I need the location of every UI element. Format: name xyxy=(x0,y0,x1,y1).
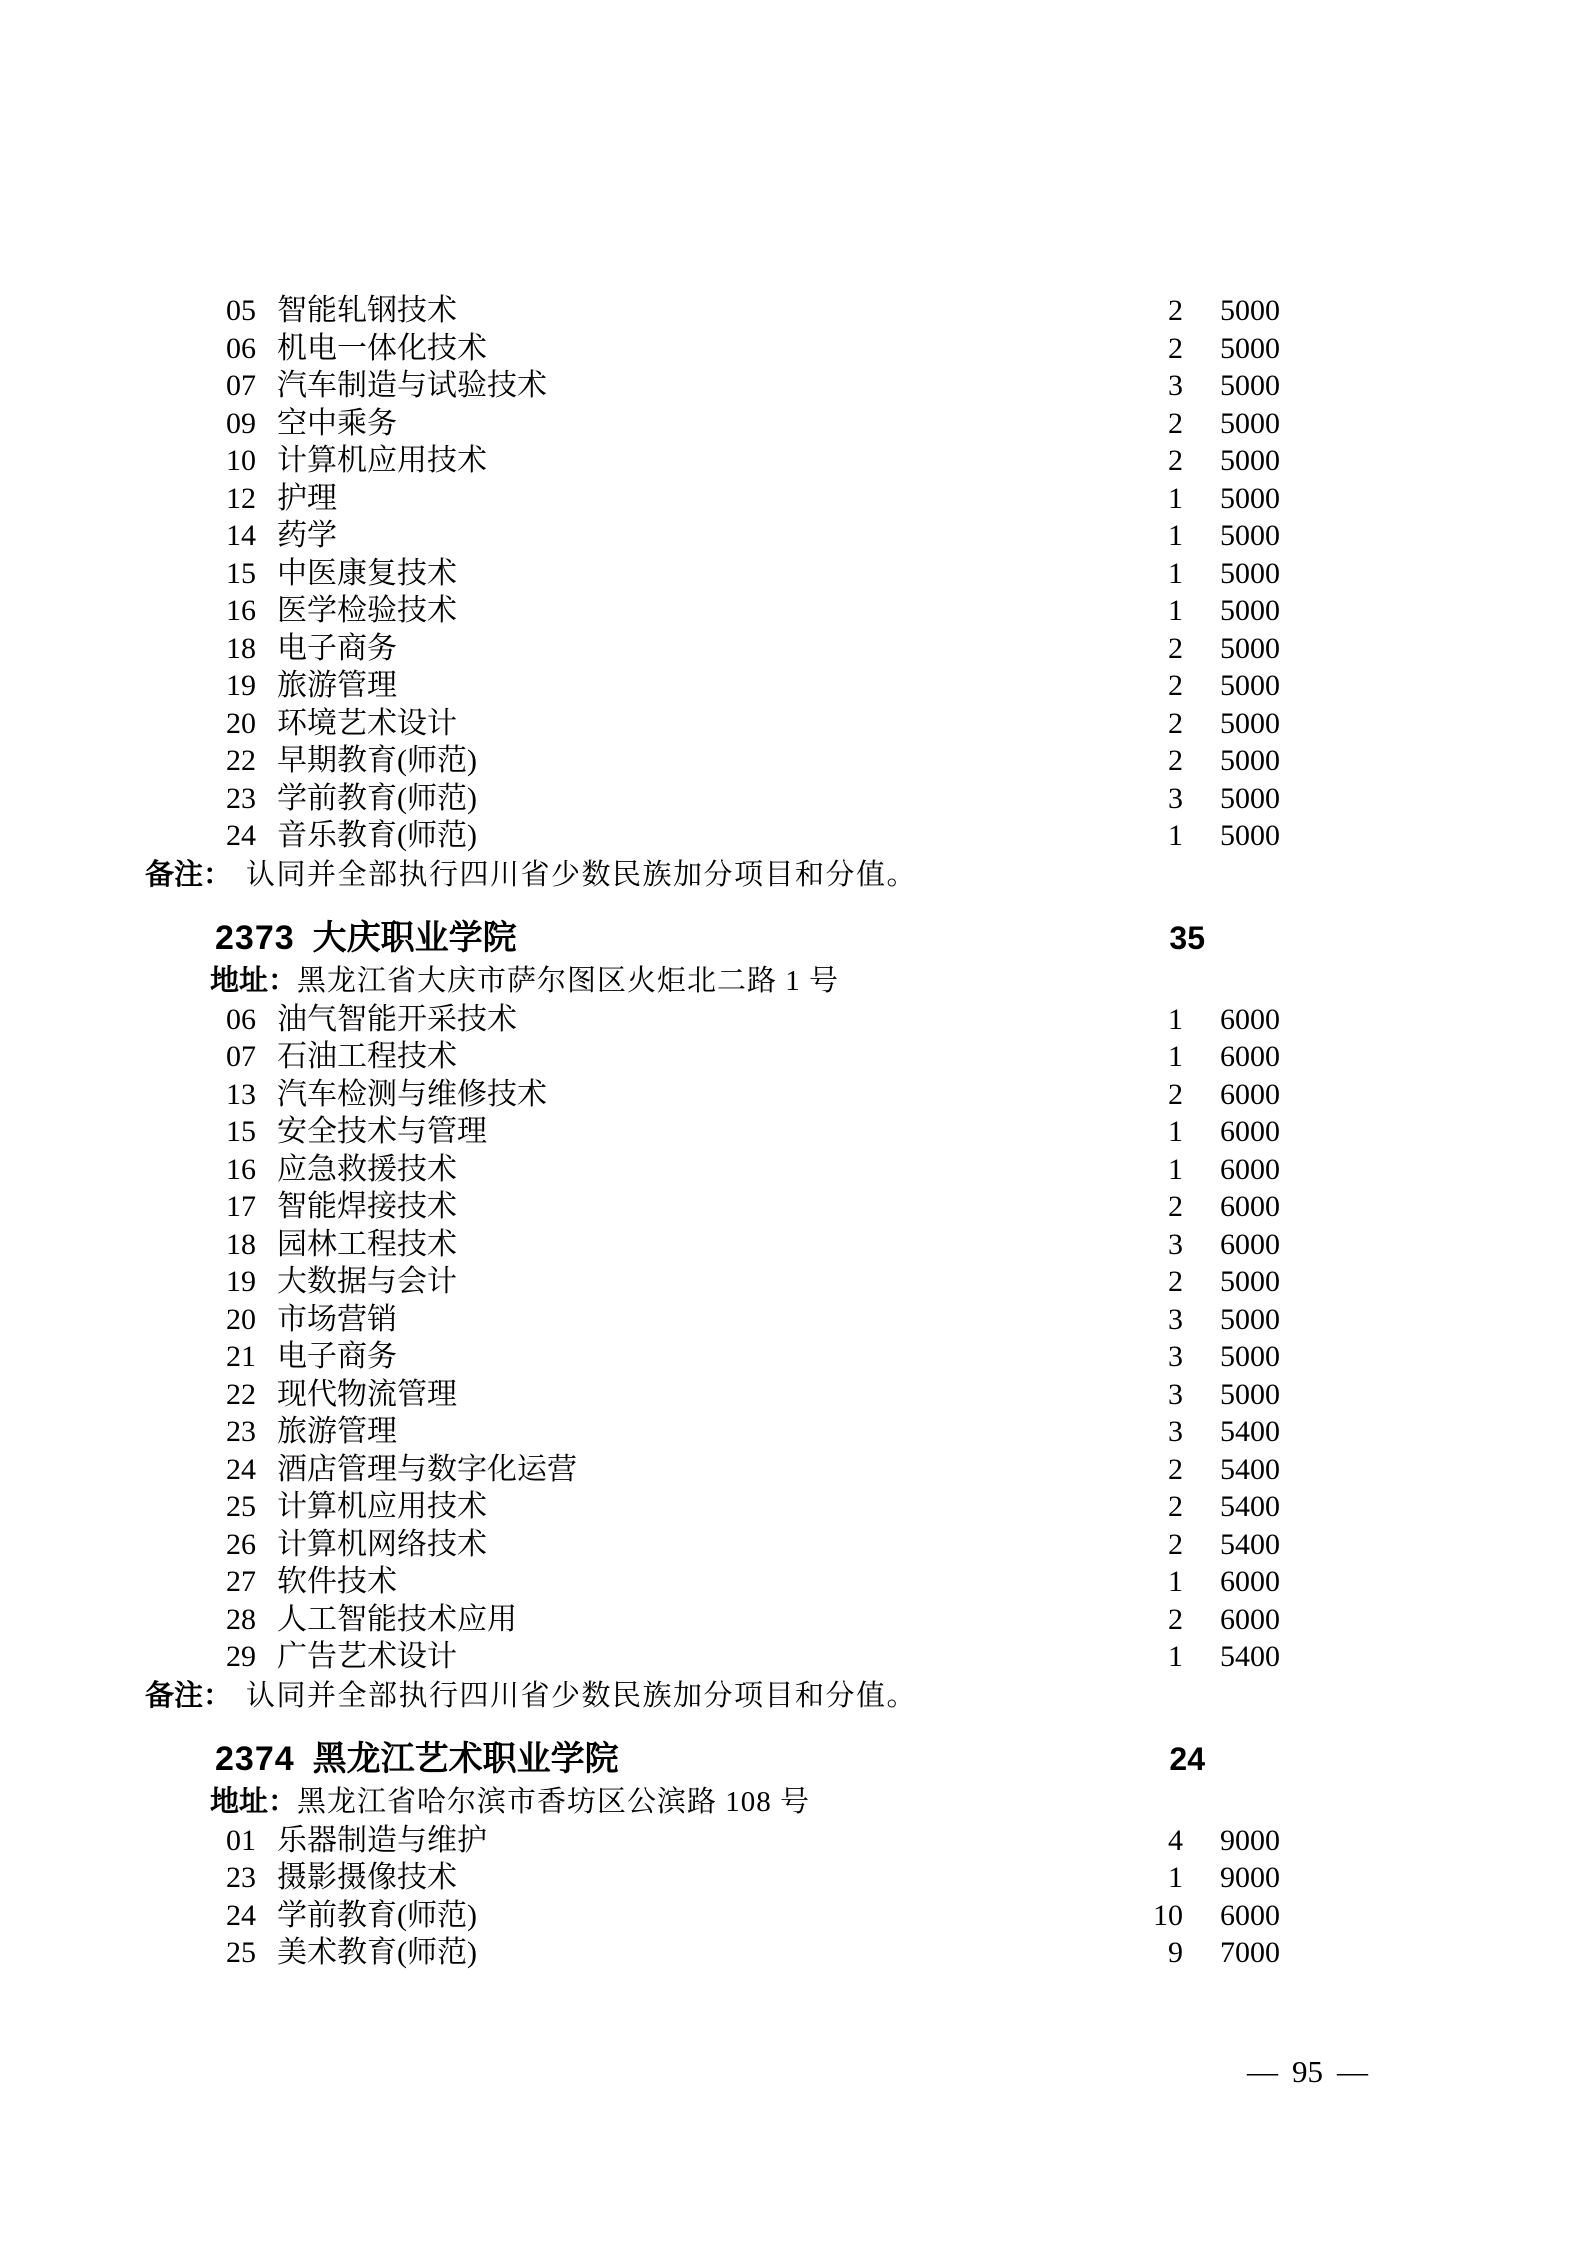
program-code: 15 xyxy=(226,1115,256,1148)
program-tuition-fee: 6000 xyxy=(1220,1077,1280,1111)
program-plan-count: 2 xyxy=(1168,1190,1183,1223)
program-name: 园林工程技术 xyxy=(277,1227,457,1261)
college-total-count: 35 xyxy=(1169,919,1205,956)
program-code: 15 xyxy=(226,556,256,590)
program-name: 计算机应用技术 xyxy=(277,444,487,477)
program-plan-count: 2 xyxy=(1168,1527,1183,1561)
program-plan-count: 4 xyxy=(1168,1823,1183,1857)
program-row xyxy=(226,480,1280,518)
program-tuition-fee: 5400 xyxy=(1220,1640,1280,1673)
address-text: 黑龙江省大庆市萨尔图区火炬北二路 1 号 xyxy=(297,964,840,997)
address-label: 地址： xyxy=(210,1785,298,1818)
program-name: 音乐教育(师范) xyxy=(277,819,477,852)
program-plan-count: 2 xyxy=(1168,1452,1183,1486)
program-row xyxy=(226,1638,1280,1676)
remark-label: 备注： xyxy=(145,1679,233,1712)
program-tuition-fee: 5000 xyxy=(1220,631,1280,665)
program-code: 16 xyxy=(226,594,256,627)
program-name: 空中乘务 xyxy=(277,406,397,440)
program-plan-count: 1 xyxy=(1168,1565,1183,1598)
program-row xyxy=(226,517,1280,555)
program-code: 24 xyxy=(226,819,256,852)
program-plan-count: 1 xyxy=(1168,1002,1183,1036)
program-plan-count: 3 xyxy=(1168,1302,1183,1336)
program-code: 21 xyxy=(226,1340,256,1373)
program-code: 18 xyxy=(226,631,256,665)
program-plan-count: 2 xyxy=(1168,669,1183,702)
program-row xyxy=(226,705,1280,743)
program-tuition-fee: 5000 xyxy=(1220,331,1280,365)
program-plan-count: 2 xyxy=(1168,1077,1183,1111)
program-code: 29 xyxy=(226,1640,256,1673)
program-plan-count: 1 xyxy=(1168,819,1183,852)
program-name: 医学检验技术 xyxy=(277,594,457,627)
program-tuition-fee: 5000 xyxy=(1220,406,1280,440)
program-name: 大数据与会计 xyxy=(277,1265,457,1298)
program-tuition-fee: 5400 xyxy=(1220,1527,1280,1561)
program-tuition-fee: 5000 xyxy=(1220,669,1280,702)
program-name: 学前教育(师范) xyxy=(277,781,477,815)
program-code: 25 xyxy=(226,1936,256,1969)
program-row xyxy=(226,1376,1280,1414)
college-total-count: 24 xyxy=(1169,1740,1205,1777)
program-code: 24 xyxy=(226,1452,256,1486)
program-name: 机电一体化技术 xyxy=(277,331,487,365)
program-tuition-fee: 5400 xyxy=(1220,1490,1280,1523)
program-code: 17 xyxy=(226,1190,256,1223)
program-rows xyxy=(0,1001,1587,1676)
program-row xyxy=(226,1934,1280,1972)
program-row xyxy=(226,405,1280,443)
program-tuition-fee: 6000 xyxy=(1220,1227,1280,1261)
program-row xyxy=(226,817,1280,855)
program-plan-count: 1 xyxy=(1168,556,1183,590)
program-code: 16 xyxy=(226,1152,256,1186)
program-name: 美术教育(师范) xyxy=(277,1936,477,1969)
program-name: 药学 xyxy=(277,519,337,552)
program-plan-count: 1 xyxy=(1168,594,1183,627)
program-name: 电子商务 xyxy=(277,631,397,665)
program-name: 人工智能技术应用 xyxy=(277,1602,517,1636)
program-tuition-fee: 6000 xyxy=(1220,1040,1280,1073)
page-number-value: 95 xyxy=(1292,2054,1323,2089)
page-number-dash-left: — xyxy=(1247,2054,1278,2089)
program-plan-count: 9 xyxy=(1168,1936,1183,1969)
page-number xyxy=(1233,2052,1382,2092)
program-code: 07 xyxy=(226,1040,256,1073)
program-name: 计算机应用技术 xyxy=(277,1490,487,1523)
program-plan-count: 3 xyxy=(1168,369,1183,402)
program-row xyxy=(226,1076,1280,1114)
program-name: 计算机网络技术 xyxy=(277,1527,487,1561)
program-name: 市场营销 xyxy=(277,1302,397,1336)
program-name: 摄影摄像技术 xyxy=(277,1861,457,1894)
program-row xyxy=(226,1226,1280,1264)
program-name: 软件技术 xyxy=(277,1565,397,1598)
program-code: 10 xyxy=(226,444,256,477)
program-plan-count: 2 xyxy=(1168,406,1183,440)
program-code: 20 xyxy=(226,706,256,740)
program-plan-count: 1 xyxy=(1168,481,1183,515)
program-tuition-fee: 5000 xyxy=(1220,519,1280,552)
college-section xyxy=(0,292,1587,895)
program-code: 22 xyxy=(226,1377,256,1411)
program-tuition-fee: 5000 xyxy=(1220,1340,1280,1373)
program-plan-count: 3 xyxy=(1168,1415,1183,1448)
program-plan-count: 1 xyxy=(1168,519,1183,552)
program-code: 19 xyxy=(226,1265,256,1298)
program-name: 早期教育(师范) xyxy=(277,744,477,777)
program-row xyxy=(226,667,1280,705)
program-row xyxy=(226,1822,1280,1860)
program-tuition-fee: 5000 xyxy=(1220,556,1280,590)
program-tuition-fee: 5000 xyxy=(1220,444,1280,477)
program-row xyxy=(226,1451,1280,1489)
program-plan-count: 2 xyxy=(1168,744,1183,777)
page-number-dash-right: — xyxy=(1337,2054,1368,2089)
program-tuition-fee: 6000 xyxy=(1220,1898,1280,1932)
program-code: 22 xyxy=(226,744,256,777)
program-row xyxy=(226,1263,1280,1301)
program-row xyxy=(226,1859,1280,1897)
program-tuition-fee: 9000 xyxy=(1220,1861,1280,1894)
program-plan-count: 2 xyxy=(1168,1490,1183,1523)
college-code: 2374 xyxy=(215,1739,295,1778)
program-tuition-fee: 5000 xyxy=(1220,1302,1280,1336)
program-code: 06 xyxy=(226,1002,256,1036)
program-name: 安全技术与管理 xyxy=(277,1115,487,1148)
program-plan-count: 2 xyxy=(1168,331,1183,365)
program-code: 20 xyxy=(226,1302,256,1336)
program-plan-count: 2 xyxy=(1168,444,1183,477)
program-name: 现代物流管理 xyxy=(277,1377,457,1411)
program-plan-count: 3 xyxy=(1168,1340,1183,1373)
program-rows xyxy=(0,1822,1587,1972)
college-section xyxy=(0,1738,1587,1972)
program-plan-count: 2 xyxy=(1168,706,1183,740)
program-code: 25 xyxy=(226,1490,256,1523)
remark-line xyxy=(145,1676,1587,1716)
program-tuition-fee: 6000 xyxy=(1220,1602,1280,1636)
program-name: 汽车检测与维修技术 xyxy=(277,1077,547,1111)
program-name: 石油工程技术 xyxy=(277,1040,457,1073)
program-row xyxy=(226,1301,1280,1339)
program-code: 13 xyxy=(226,1077,256,1111)
remark-label: 备注： xyxy=(145,858,233,891)
program-name: 电子商务 xyxy=(277,1340,397,1373)
program-plan-count: 3 xyxy=(1168,1227,1183,1261)
program-name: 汽车制造与试验技术 xyxy=(277,369,547,402)
program-row xyxy=(226,1526,1280,1564)
program-plan-count: 2 xyxy=(1168,631,1183,665)
program-tuition-fee: 5000 xyxy=(1220,744,1280,777)
program-row xyxy=(226,367,1280,405)
program-code: 12 xyxy=(226,481,256,515)
program-row xyxy=(226,1413,1280,1451)
program-row xyxy=(226,1897,1280,1935)
program-row xyxy=(226,1113,1280,1151)
program-row xyxy=(226,1563,1280,1601)
program-tuition-fee: 5400 xyxy=(1220,1415,1280,1448)
program-code: 23 xyxy=(226,1861,256,1894)
program-name: 乐器制造与维护 xyxy=(277,1823,487,1857)
program-tuition-fee: 5400 xyxy=(1220,1452,1280,1486)
program-code: 19 xyxy=(226,669,256,702)
college-section xyxy=(0,917,1587,1716)
program-tuition-fee: 5000 xyxy=(1220,1265,1280,1298)
program-code: 14 xyxy=(226,519,256,552)
program-name: 中医康复技术 xyxy=(277,556,457,590)
program-code: 05 xyxy=(226,294,256,327)
program-code: 01 xyxy=(226,1823,256,1857)
address-label: 地址： xyxy=(210,964,298,997)
program-tuition-fee: 9000 xyxy=(1220,1823,1280,1857)
program-code: 06 xyxy=(226,331,256,365)
program-row xyxy=(226,292,1280,330)
remark-text: 认同并全部执行四川省少数民族加分项目和分值。 xyxy=(246,858,918,891)
address-text: 黑龙江省哈尔滨市香坊区公滨路 108 号 xyxy=(297,1785,811,1818)
program-name: 应急救援技术 xyxy=(277,1152,457,1186)
program-tuition-fee: 6000 xyxy=(1220,1190,1280,1223)
program-tuition-fee: 6000 xyxy=(1220,1152,1280,1186)
program-row xyxy=(226,1601,1280,1639)
program-row xyxy=(226,1338,1280,1376)
college-code: 2373 xyxy=(215,918,295,957)
program-plan-count: 2 xyxy=(1168,294,1183,327)
program-rows xyxy=(0,292,1587,855)
address-line xyxy=(210,961,1587,1001)
program-row xyxy=(226,1488,1280,1526)
program-row xyxy=(226,1001,1280,1039)
program-row xyxy=(226,742,1280,780)
program-code: 07 xyxy=(226,369,256,402)
program-plan-count: 3 xyxy=(1168,1377,1183,1411)
program-code: 26 xyxy=(226,1527,256,1561)
program-code: 28 xyxy=(226,1602,256,1636)
program-tuition-fee: 5000 xyxy=(1220,1377,1280,1411)
program-row xyxy=(226,592,1280,630)
program-plan-count: 1 xyxy=(1168,1040,1183,1073)
college-header xyxy=(215,1738,1205,1780)
program-plan-count: 1 xyxy=(1168,1861,1183,1894)
program-plan-count: 2 xyxy=(1168,1602,1183,1636)
program-tuition-fee: 5000 xyxy=(1220,819,1280,852)
program-row xyxy=(226,1151,1280,1189)
program-tuition-fee: 5000 xyxy=(1220,594,1280,627)
program-tuition-fee: 6000 xyxy=(1220,1565,1280,1598)
program-row xyxy=(226,442,1280,480)
program-name: 智能轧钢技术 xyxy=(277,294,457,327)
remark-text: 认同并全部执行四川省少数民族加分项目和分值。 xyxy=(246,1679,918,1712)
program-plan-count: 10 xyxy=(1153,1898,1183,1932)
program-tuition-fee: 5000 xyxy=(1220,481,1280,515)
program-plan-count: 1 xyxy=(1168,1115,1183,1148)
program-code: 09 xyxy=(226,406,256,440)
program-name: 酒店管理与数字化运营 xyxy=(277,1452,577,1486)
program-code: 24 xyxy=(226,1898,256,1932)
college-header xyxy=(215,917,1205,959)
college-name: 大庆职业学院 xyxy=(312,918,517,957)
program-row xyxy=(226,555,1280,593)
program-code: 18 xyxy=(226,1227,256,1261)
program-row xyxy=(226,1038,1280,1076)
program-tuition-fee: 5000 xyxy=(1220,369,1280,402)
program-plan-count: 2 xyxy=(1168,1265,1183,1298)
program-tuition-fee: 7000 xyxy=(1220,1936,1280,1969)
program-name: 学前教育(师范) xyxy=(277,1898,477,1932)
program-tuition-fee: 6000 xyxy=(1220,1002,1280,1036)
program-tuition-fee: 5000 xyxy=(1220,706,1280,740)
program-code: 23 xyxy=(226,1415,256,1448)
remark-line xyxy=(145,855,1587,895)
program-name: 护理 xyxy=(277,481,337,515)
program-code: 27 xyxy=(226,1565,256,1598)
college-name: 黑龙江艺术职业学院 xyxy=(312,1739,619,1778)
program-row xyxy=(226,1188,1280,1226)
program-name: 环境艺术设计 xyxy=(277,706,457,740)
program-name: 油气智能开采技术 xyxy=(277,1002,517,1036)
address-line xyxy=(210,1782,1587,1822)
program-row xyxy=(226,630,1280,668)
document-content xyxy=(0,292,1587,1972)
program-tuition-fee: 6000 xyxy=(1220,1115,1280,1148)
program-row xyxy=(226,330,1280,368)
program-tuition-fee: 5000 xyxy=(1220,781,1280,815)
program-code: 23 xyxy=(226,781,256,815)
program-name: 广告艺术设计 xyxy=(277,1640,457,1673)
program-plan-count: 1 xyxy=(1168,1640,1183,1673)
program-plan-count: 1 xyxy=(1168,1152,1183,1186)
program-plan-count: 3 xyxy=(1168,781,1183,815)
program-tuition-fee: 5000 xyxy=(1220,294,1280,327)
program-name: 智能焊接技术 xyxy=(277,1190,457,1223)
program-name: 旅游管理 xyxy=(277,669,397,702)
program-row xyxy=(226,780,1280,818)
program-name: 旅游管理 xyxy=(277,1415,397,1448)
